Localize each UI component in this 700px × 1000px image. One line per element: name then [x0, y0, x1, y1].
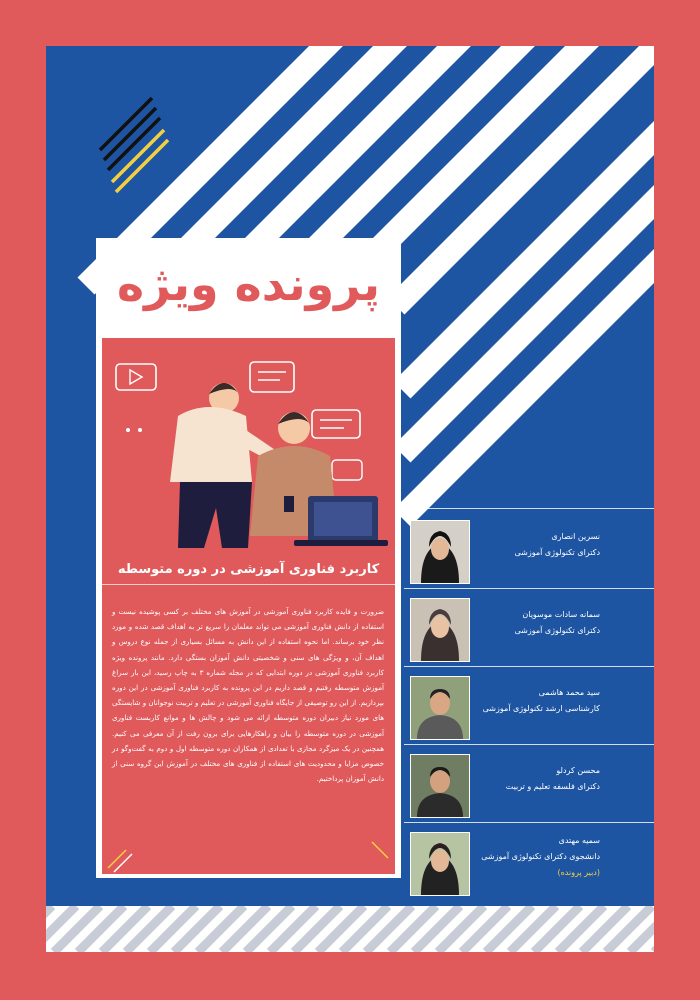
author-card: [404, 672, 654, 742]
author-separator: [404, 508, 654, 509]
portrait-photo: [410, 832, 470, 896]
author-title: دانشجوی دکترای تکنولوژی آموزشی: [481, 852, 600, 861]
article-body-text: ضرورت و فایده کاربرد فناوری آموزشی در آموزش های مختلف بر کسی پوشیده نیست و استفاده از دانش فناوری آموزشی می تواند معلمان را سریع تر به اهداف قصد شده و مورد نظر خود برساند. اما نحوه استفاده از این دانش به مسائل بسیاری از جمله نوع دروس و اهداف آن، و ویژگی های سنی و شخصیتی دانش آموزان بستگی دارد. مانند پرونده ویژه کاربرد فناوری آموزشی در دوره ابتدایی که در مجله شماره ۳ به چاپ رسید، این بار سراغ آموزش متوسطه رفتیم و قصد داریم در این پرونده به کاربرد فناوری آموزشی در این دوره بپردازیم. از این رو توصیفی از جایگاه فناوری آموزشی در تعلیم و تربیت نوجوانان و شایستگی های مورد نیاز دبیران دوره متوسطه ارائه می شود و چالش ها و موانع کاربست فناوری آموزشی در دوره متوسطه را بیان و راهکارهایی برای برون رفت از آن معرفی می کنیم. همچنین در یک میزگرد مجازی با تعدادی از همکاران دوره متوسطه اول و دوم به گفت‌وگو در خصوص مزایا و محدودیت های استفاده از فناوری های مختلف در آموزش این گروه سنی از دانش آموزان پرداختیم.: [112, 607, 385, 784]
author-title: دکترای تکنولوژی آموزشی: [514, 626, 600, 635]
author-card: [404, 750, 654, 820]
author-name: نسرین انصاری: [551, 532, 600, 541]
bottom-hatched-band: [46, 906, 654, 952]
headline-underline: [102, 584, 395, 585]
author-separator: [404, 744, 654, 745]
portrait-photo: [410, 676, 470, 740]
authors-column: [404, 508, 654, 894]
author-title: دکترای تکنولوژی آموزشی: [514, 548, 600, 557]
author-card: [404, 828, 654, 898]
banner-title-text: پرونده ویژه: [116, 257, 381, 311]
author-separator: [404, 822, 654, 823]
two-people-laptop-illustration: [108, 346, 388, 548]
author-title: کارشناسی ارشد تکنولوژی آموزشی: [482, 704, 600, 713]
yellow-line: [116, 140, 168, 192]
author-card: [404, 516, 654, 586]
banner-title: [96, 238, 401, 330]
author-role: (دبیر پرونده): [557, 868, 600, 877]
author-separator: [404, 666, 654, 667]
author-card: [404, 594, 654, 664]
black-line: [100, 98, 152, 150]
author-separator: [404, 588, 654, 589]
decorative-thin-lines: [96, 96, 176, 196]
portrait-photo: [410, 754, 470, 818]
black-line: [104, 108, 156, 160]
author-name: محسن کردلو: [556, 766, 600, 775]
article-headline: کاربرد فناوری آموزشی در دوره متوسطه: [117, 562, 380, 577]
author-name: سمیه مهتدی: [558, 836, 600, 845]
author-title: دکترای فلسفه تعلیم و تربیت: [505, 782, 600, 791]
portrait-photo: [410, 520, 470, 584]
author-name: سید محمد هاشمی: [538, 688, 600, 697]
author-name: سمانه سادات موسویان: [522, 610, 600, 619]
corner-decoration: [102, 838, 395, 874]
portrait-photo: [410, 598, 470, 662]
